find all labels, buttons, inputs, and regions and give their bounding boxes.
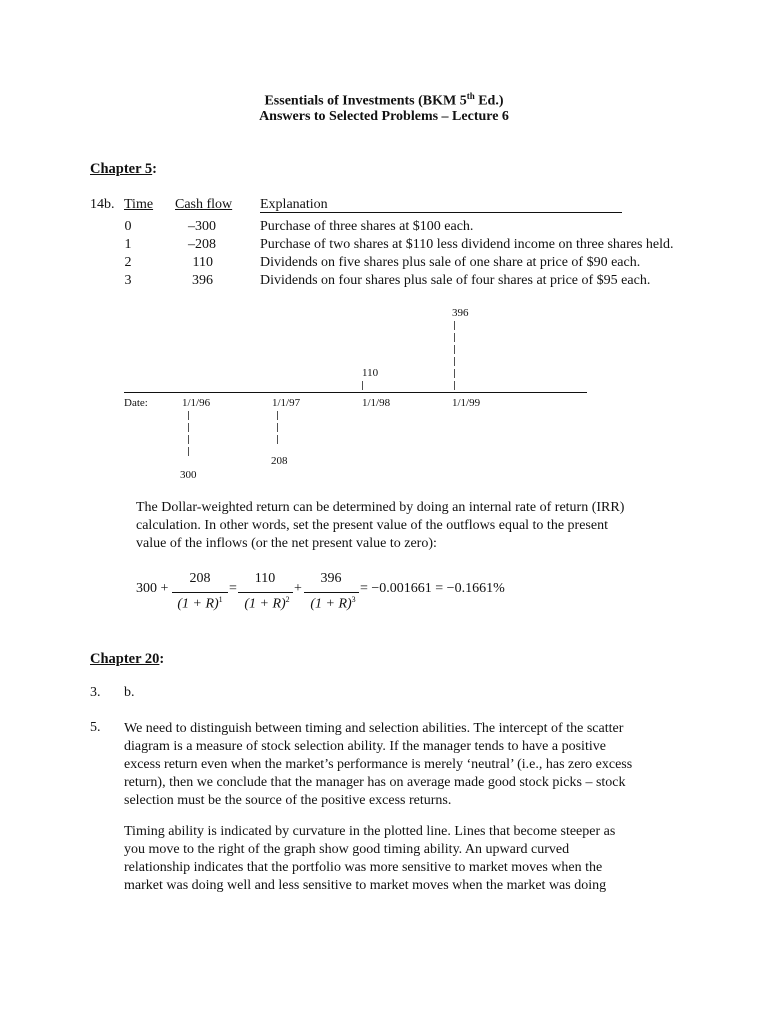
chapter-5-colon: : — [152, 161, 158, 177]
row-2-cash-flow: 110 — [192, 255, 213, 270]
fraction-1-den-text: (1 + R) — [177, 596, 219, 612]
equation-lead: 300 + — [136, 581, 169, 596]
document-title — [0, 91, 768, 110]
inflow-110-label: 110 — [362, 367, 379, 379]
q5-p2-line-4: market was doing well and less sensitive to market moves when the market was doing — [124, 878, 607, 893]
q5-p1-line-5: selection must be the source of the positive excess returns. — [124, 793, 452, 808]
fraction-2-den-text: (1 + R) — [244, 596, 286, 612]
inflow-110-tick: | — [361, 381, 365, 391]
question-5-paragraph-2 — [124, 823, 615, 895]
q5-p1-line-1: We need to distinguish between timing and selection abilities. The intercept of the scatter — [124, 721, 624, 736]
date-label: Date: — [124, 397, 148, 409]
q5-p1-line-2: diagram is a measure of stock selection ability. If the manager tends to have a positive — [124, 739, 606, 754]
chapter-20-colon: : — [159, 651, 165, 667]
chapter-20-heading-text: Chapter 20 — [90, 651, 160, 667]
chapter-5-heading — [90, 161, 157, 178]
date-1999: 1/1/99 — [452, 397, 481, 409]
irr-line-1: The Dollar-weighted return can be determined by doing an internal rate of return (IRR) — [136, 500, 625, 515]
fraction-1-denominator — [172, 595, 228, 613]
q5-p1-line-4: return), then we conclude that the manager has on average made good stock picks – stock — [124, 775, 626, 790]
date-1996: 1/1/96 — [182, 397, 211, 409]
fraction-3-den-text: (1 + R) — [310, 596, 352, 612]
fraction-2-denominator — [237, 595, 297, 613]
date-1997: 1/1/97 — [272, 397, 301, 409]
header-time: Time — [124, 197, 154, 212]
fraction-3-exponent: 3 — [351, 595, 356, 604]
row-3-cash-flow: 396 — [192, 273, 213, 288]
fraction-1-bar — [172, 592, 228, 593]
question-3-number: 3. — [90, 685, 101, 700]
row-1-time: 1 — [124, 237, 132, 252]
row-1-cash-flow: –208 — [188, 237, 216, 252]
fraction-1-exponent: 1 — [218, 595, 223, 604]
q5-p2-line-1: Timing ability is indicated by curvature in the plotted line. Lines that become steeper as — [124, 824, 616, 839]
header-cash-flow: Cash flow — [175, 197, 233, 212]
outflow-208-label: 208 — [271, 455, 288, 467]
row-0-time: 0 — [124, 219, 132, 234]
row-2-explanation: Dividends on five shares plus sale of one share at price of $90 each. — [260, 255, 641, 270]
irr-paragraph — [136, 499, 624, 553]
fraction-3-denominator — [303, 595, 363, 613]
row-1-explanation: Purchase of two shares at $110 less dividend income on three shares held. — [260, 237, 674, 252]
outflow-300-tick: | | | | — [187, 411, 191, 457]
row-0-explanation: Purchase of three shares at $100 each. — [260, 219, 474, 234]
row-3-explanation: Dividends on four shares plus sale of four shares at price of $95 each. — [260, 273, 651, 288]
irr-line-2: calculation. In other words, set the present value of the outflows equal to the present — [136, 518, 608, 533]
irr-line-3: value of the inflows (or the net present value to zero): — [136, 536, 437, 551]
row-2-time: 2 — [124, 255, 132, 270]
chapter-20-heading — [90, 651, 164, 668]
row-0-cash-flow: –300 — [188, 219, 216, 234]
equation-plus: + — [294, 581, 302, 596]
inflow-396-label: 396 — [452, 307, 469, 319]
q5-p2-line-3: relationship indicates that the portfolio was more sensitive to market moves when the — [124, 860, 603, 875]
outflow-300-label: 300 — [180, 469, 197, 481]
outflow-208-tick: | | | — [276, 411, 280, 445]
fraction-2-exponent: 2 — [285, 595, 290, 604]
equation-result: = −0.001661 = −0.1661% — [360, 581, 505, 596]
question-5-number: 5. — [90, 720, 101, 735]
row-3-time: 3 — [124, 273, 132, 288]
timeline-axis — [124, 392, 587, 393]
title-text: Essentials of Investments (BKM 5 — [264, 93, 467, 109]
header-underline — [260, 212, 622, 213]
problem-label: 14b. — [90, 197, 115, 212]
date-1998: 1/1/98 — [362, 397, 391, 409]
title-text-end: Ed.) — [474, 93, 504, 109]
fraction-3-numerator: 396 — [320, 571, 342, 586]
fraction-2-numerator: 110 — [254, 571, 276, 586]
q5-p1-line-3: excess return even when the market’s performance is merely ‘neutral’ (i.e., has zero excess — [124, 757, 633, 772]
inflow-396-tick: | | | | | | — [453, 321, 457, 391]
document-subtitle: Answers to Selected Problems – Lecture 6 — [259, 109, 509, 124]
q5-p2-line-2: you move to the right of the graph show good timing ability. An upward curved — [124, 842, 570, 857]
fraction-2-bar — [238, 592, 293, 593]
title-superscript: th — [466, 91, 475, 101]
question-3-answer: b. — [124, 685, 135, 700]
question-5-paragraph-1 — [124, 720, 632, 810]
fraction-1-numerator: 208 — [189, 571, 211, 586]
header-explanation: Explanation — [260, 197, 328, 212]
chapter-5-heading-text: Chapter 5 — [90, 161, 153, 177]
fraction-3-bar — [304, 592, 359, 593]
equation-equals: = — [229, 581, 237, 596]
